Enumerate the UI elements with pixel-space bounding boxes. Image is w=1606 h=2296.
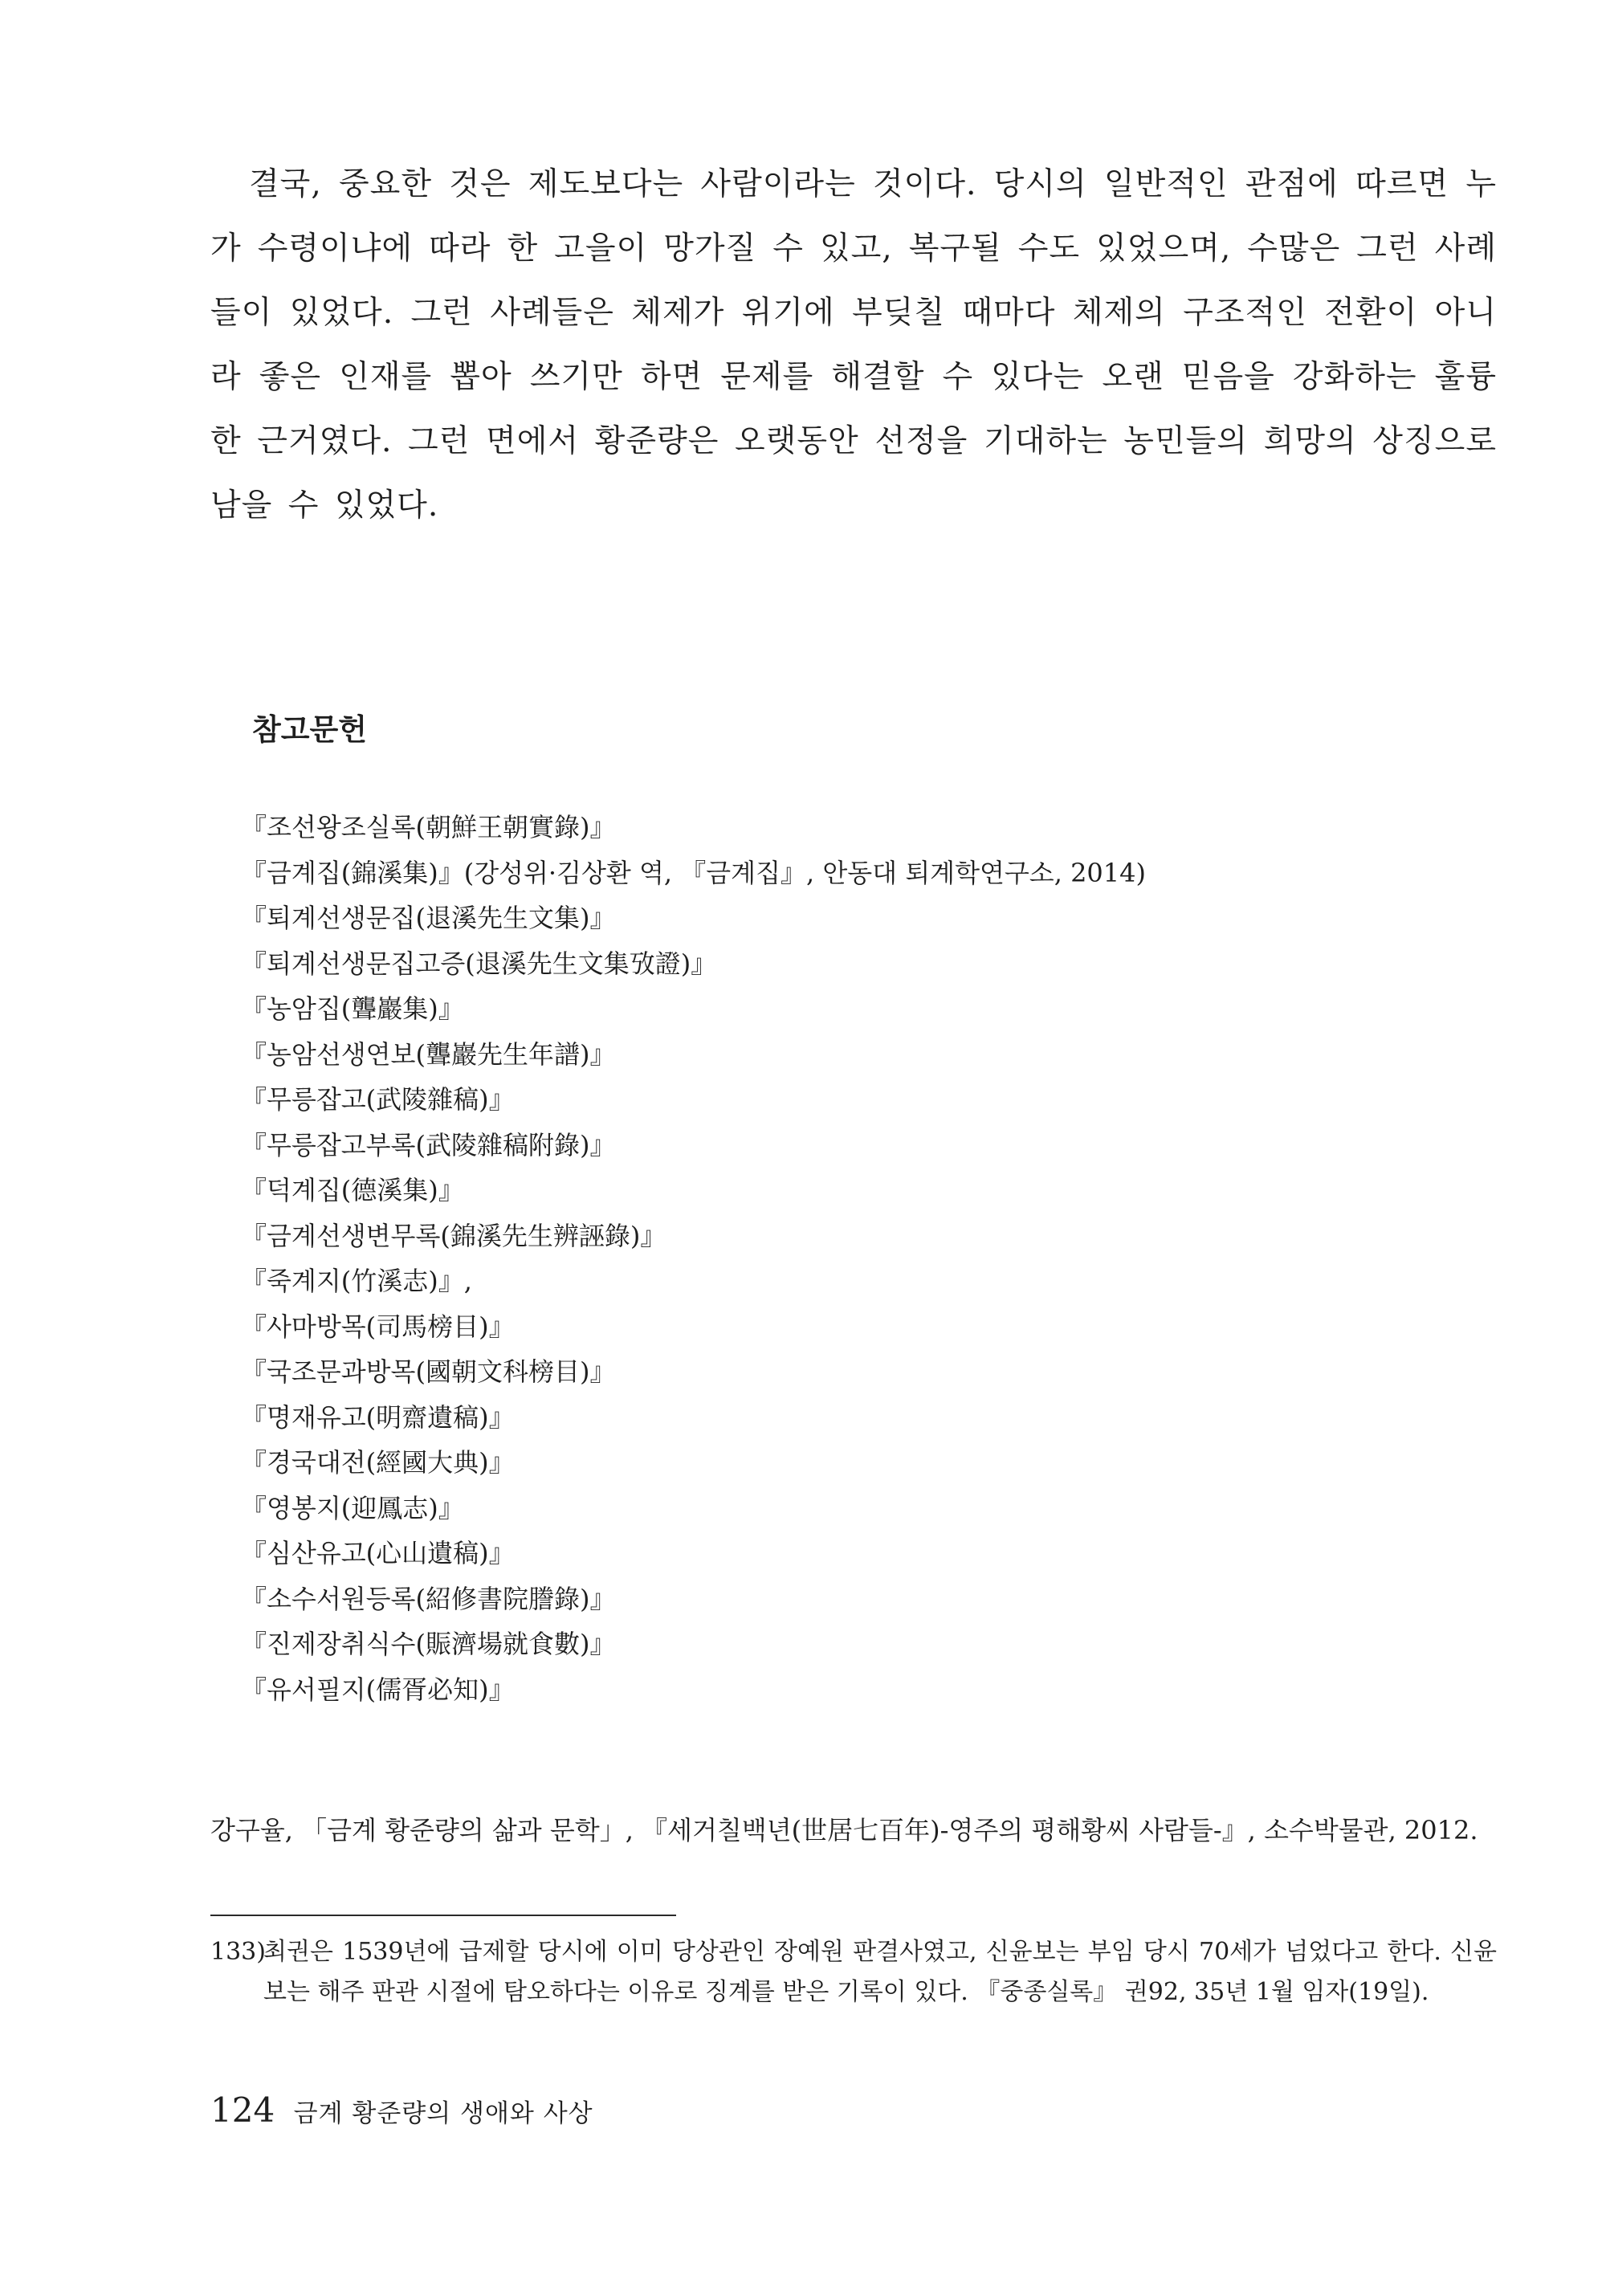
reference-item: 『사마방목(司馬榜目)』 xyxy=(241,1311,515,1342)
references-list xyxy=(241,805,1146,1712)
reference-item: 『진제장취식수(賑濟場就食數)』 xyxy=(241,1629,616,1659)
references-heading: 참고문헌 xyxy=(252,712,367,747)
footnote-number: 133) xyxy=(210,1938,266,1966)
page-number: 124 xyxy=(210,2090,275,2130)
reference-item: 『무릉잡고부록(武陵雜稿附錄)』 xyxy=(241,1129,616,1160)
reference-item: 『덕계집(德溪集)』 xyxy=(241,1175,464,1205)
footnote xyxy=(210,1932,1497,2013)
body-paragraph: 결국, 중요한 것은 제도보다는 사람이라는 것이다. 당시의 일반적인 관점에 따르면 누가 수령이냐에 따라 한 고을이 망가질 수 있고, 복구될 수도 있었으며, 수많은 그런 사례들이 있었다. 그런 사례들은 체제가 위기에 부딪칠 때마다 체제의 구조적인 전환이 아니라 좋은 인재를 뽑아 쓰기만 하면 문제를 해결할 수 있다는 오랜 믿음을 강화하는 훌륭한 근거였다. 그런 면에서 황준량은 오랫동안 선정을 기대하는 농민들의 희망의 상징으로 남을 수 있었다. xyxy=(210,166,1497,524)
reference-item: 『농암집(聾巖集)』 xyxy=(241,993,464,1024)
reference-item: 『퇴계선생문집(退溪先生文集)』 xyxy=(241,903,616,933)
footnote-divider xyxy=(210,1915,676,1916)
running-title: 금계 황준량의 생애와 사상 xyxy=(293,2099,593,2128)
reference-item: 『심산유고(心山遺稿)』 xyxy=(241,1538,515,1568)
reference-item: 『유서필지(儒胥必知)』 xyxy=(241,1674,515,1705)
reference-item: 『농암선생연보(聾巖先生年譜)』 xyxy=(241,1038,616,1070)
reference-item: 『죽계지(竹溪志)』, xyxy=(241,1266,472,1296)
footnote-text: 최권은 1539년에 급제할 당시에 이미 당상관인 장예원 판결사였고, 신윤보는 부임 당시 70세가 넘었다고 한다. 신윤보는 해주 판관 시절에 탐오하다는 이유로 징계를 받은 기록이 있다. 『중종실록』 권92, 35년 1월 임자(19일). xyxy=(263,1938,1497,2006)
reference-item: 『소수서원등록(紹修書院謄錄)』 xyxy=(241,1583,616,1614)
reference-item: 『퇴계선생문집고증(退溪先生文集攷證)』 xyxy=(241,948,717,979)
article-reference: 강구율, 「금계 황준량의 삶과 문학」, 『세거칠백년(世居七百年)-영주의 평해황씨 사람들-』, 소수박물관, 2012. xyxy=(210,1815,1478,1845)
reference-item: 『경국대전(經國大典)』 xyxy=(241,1447,515,1478)
reference-item: 『국조문과방목(國朝文科榜目)』 xyxy=(241,1356,616,1387)
reference-item: 『무릉잡고(武陵雜稿)』 xyxy=(241,1084,515,1115)
reference-item: 『금계집(錦溪集)』(강성위·김상환 역, 『금계집』, 안동대 퇴계학연구소, 2014) xyxy=(241,857,1146,888)
reference-item: 『조선왕조실록(朝鮮王朝實錄)』 xyxy=(241,812,616,842)
reference-item: 『영봉지(迎鳳志)』 xyxy=(241,1492,464,1523)
page-footer xyxy=(210,2086,593,2138)
reference-item: 『명재유고(明齋遺稿)』 xyxy=(241,1401,515,1433)
reference-item: 『금계선생변무록(錦溪先生辨誣錄)』 xyxy=(241,1220,666,1251)
